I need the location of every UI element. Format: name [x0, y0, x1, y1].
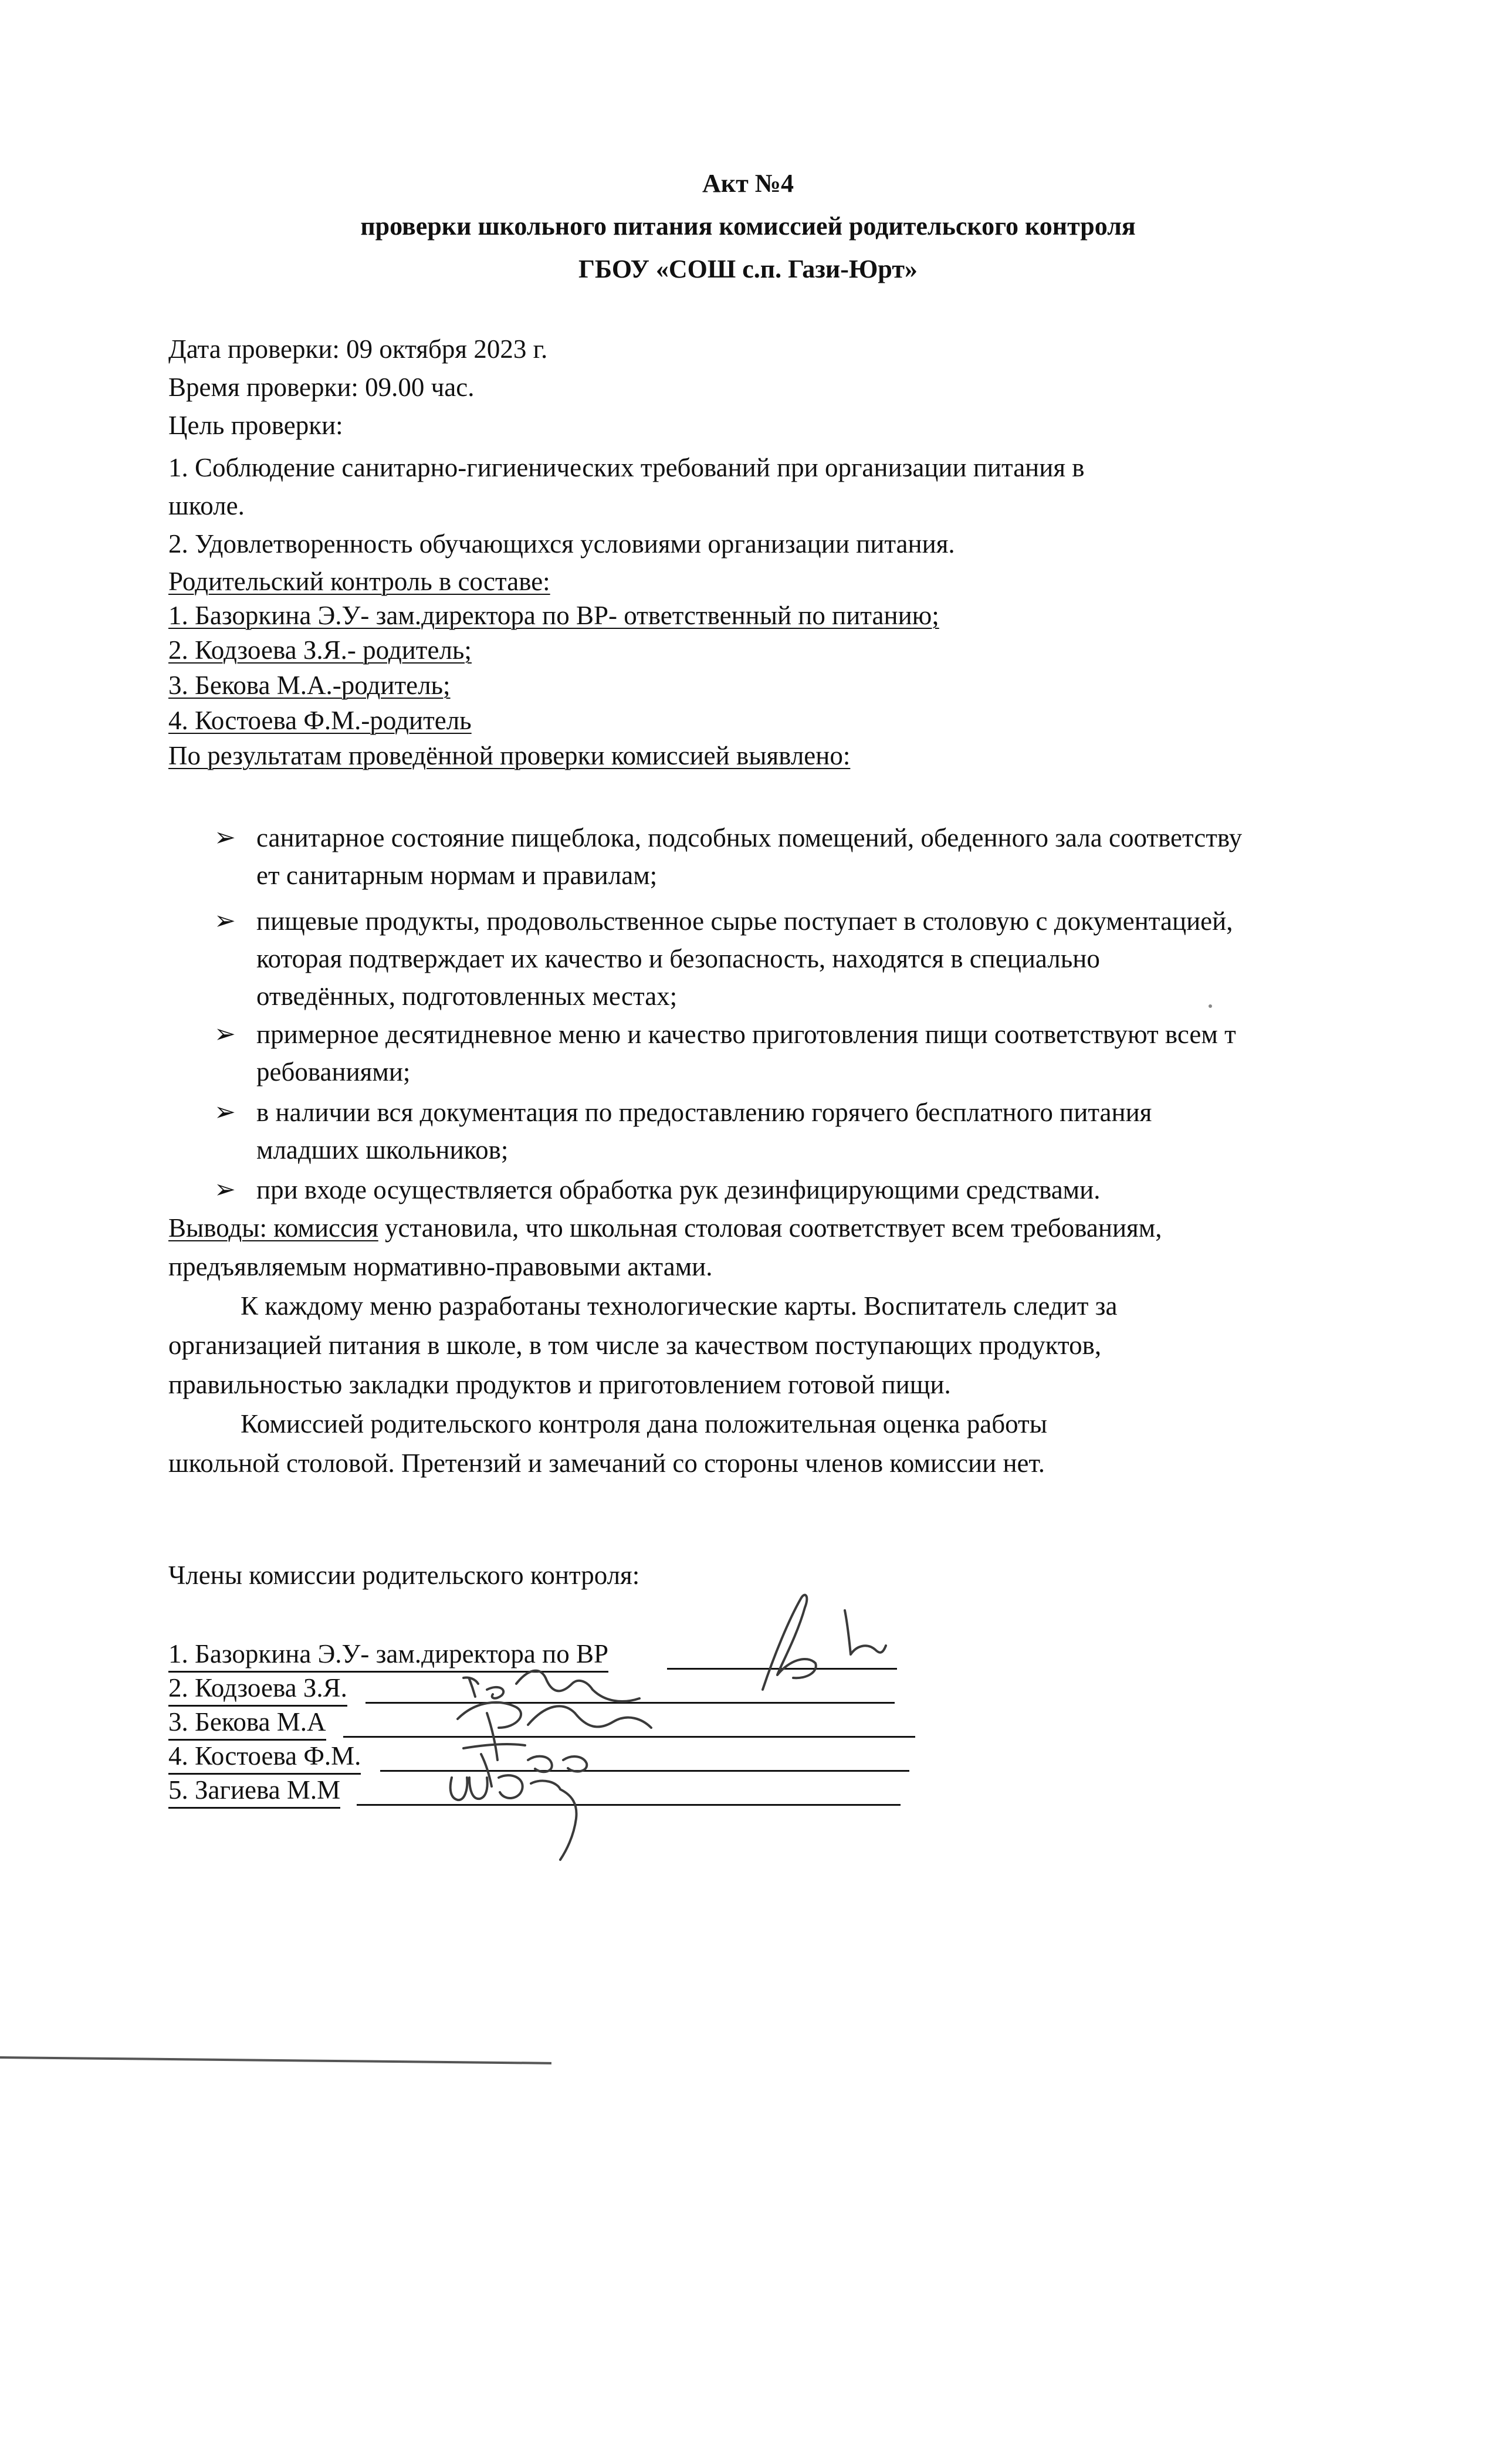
finding-line: пищевые продукты, продовольственное сырье поступает в столовую с документацией,: [256, 906, 1233, 936]
signature-4: [463, 1744, 587, 1786]
signatures-label: Члены комиссии родительского контроля:: [168, 1561, 640, 1590]
finding-line: ет санитарным нормам и правилам;: [256, 861, 658, 890]
finding-line: при входе осуществляется обработка рук дезинфицирующими средствами.: [256, 1175, 1101, 1204]
finding-line: которая подтверждает их качество и безопасность, находятся в специально: [256, 944, 1100, 973]
finding-line: примерное десятидневное меню и качество приготовления пищи соответствуют всем т: [256, 1020, 1236, 1049]
finding-line: санитарное состояние пищеблока, подсобных помещений, обеденного зала соответству: [256, 823, 1243, 852]
committee-member: 4. Костоева Ф.М.-родитель: [168, 706, 472, 735]
committee-member: 2. Кодзоева З.Я.- родитель;: [168, 635, 472, 665]
goal-label: Цель проверки:: [168, 411, 343, 440]
paragraph-2-line-3: правильностью закладки продуктов и приготовлением готовой пищи.: [168, 1370, 951, 1399]
member-name: 3. Бекова М.А: [168, 1705, 326, 1741]
finding-line: младших школьников;: [256, 1135, 509, 1165]
signature-1: [763, 1595, 886, 1690]
paragraph-3-line-2: школьной столовой. Претензий и замечаний со стороны членов комиссии нет.: [168, 1448, 1045, 1478]
act-subtitle: проверки школьного питания комиссией родительского контроля: [360, 212, 1136, 241]
paragraph-2-line-1: К каждому меню разработаны технологические карты. Воспитатель следит за: [241, 1291, 1118, 1321]
committee-member: 1. Базоркина Э.У- зам.директора по ВР- ответственный по питанию;: [168, 601, 939, 630]
inspection-time: Время проверки: 09.00 час.: [168, 373, 475, 402]
finding-line: ребованиями;: [256, 1057, 411, 1087]
conclusion-text: установила, что школьная столовая соответствует всем требованиям,: [378, 1213, 1162, 1243]
scan-edge-line: [0, 2056, 551, 2064]
conclusion-label: Выводы: комиссия: [168, 1213, 378, 1243]
member-name: 5. Загиева М.М: [168, 1773, 340, 1809]
signature-3: [458, 1703, 651, 1760]
conclusion-line-2: предъявляемым нормативно-правовыми актами.: [168, 1252, 713, 1281]
paragraph-3-line-1: Комиссией родительского контроля дана положительная оценка работы: [241, 1409, 1047, 1439]
bullet-marker: ➢: [214, 1098, 236, 1126]
goal-1-line-2: школе.: [168, 491, 245, 520]
bullet-marker: ➢: [214, 823, 236, 852]
goal-2: 2. Удовлетворенность обучающихся условиями организации питания.: [168, 529, 955, 559]
school-name: ГБОУ «СОШ с.п. Гази-Юрт»: [578, 255, 918, 283]
signature-2: [463, 1671, 639, 1701]
goal-1-line-1: 1. Соблюдение санитарно-гигиенических требований при организации питания в: [168, 453, 1085, 482]
bullet-marker: ➢: [214, 1175, 236, 1204]
scan-speck: [1209, 1004, 1212, 1008]
member-name: 2. Кодзоева З.Я.: [168, 1671, 347, 1707]
results-label: По результатам проведённой проверки комиссией выявлено:: [168, 741, 851, 770]
act-title: Акт №4: [702, 169, 794, 198]
member-name: 4. Костоева Ф.М.: [168, 1739, 361, 1775]
finding-line: в наличии вся документация по предоставлению горячего бесплатного питания: [256, 1098, 1152, 1127]
signature-5: [451, 1775, 577, 1860]
committee-member: 3. Бекова М.А.-родитель;: [168, 671, 451, 700]
paragraph-2-line-2: организацией питания в школе, в том числе за качеством поступающих продуктов,: [168, 1331, 1102, 1360]
finding-line: отведённых, подготовленных местах;: [256, 981, 678, 1011]
committee-label: Родительский контроль в составе:: [168, 567, 550, 596]
inspection-date: Дата проверки: 09 октября 2023 г.: [168, 334, 548, 364]
bullet-marker: ➢: [214, 906, 236, 935]
member-name: 1. Базоркина Э.У- зам.директора по ВР: [168, 1637, 608, 1673]
bullet-marker: ➢: [214, 1020, 236, 1048]
